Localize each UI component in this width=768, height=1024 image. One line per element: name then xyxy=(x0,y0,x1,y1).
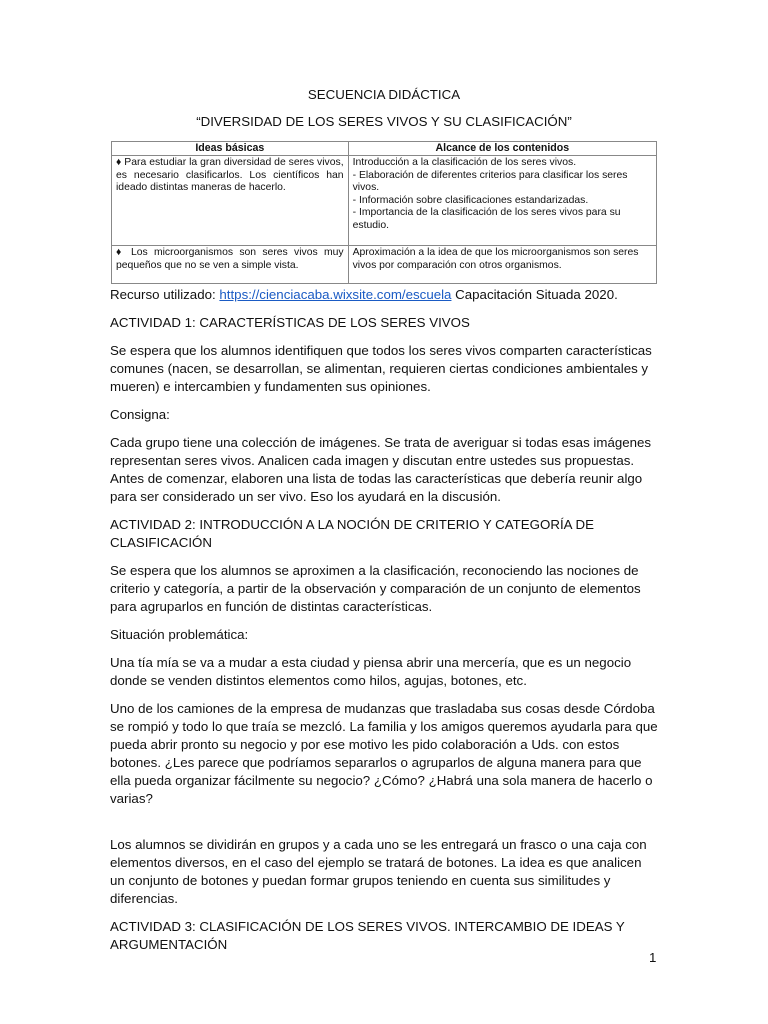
document-title: SECUENCIA DIDÁCTICA xyxy=(307,87,461,102)
recurso-link[interactable]: https://cienciacaba.wixsite.com/escuela xyxy=(219,287,452,302)
actividad-1-text: Se espera que los alumnos identifiquen que todos los seres vivos comparten características comunes (nacen, se desarrollan, se alimentan, requieren ciertas condiciones ambientales y mueren) e intercambien y fundamenten sus opiniones. xyxy=(110,343,652,394)
alcance-line: - Importancia de la clasificación de los seres vivos para su estudio. xyxy=(352,207,621,231)
situacion-label: Situación problemática: xyxy=(110,627,249,642)
actividad-2-heading: ACTIVIDAD 2: INTRODUCCIÓN A LA NOCIÓN DE CRITERIO Y CATEGORÍA DE CLASIFICACIÓN xyxy=(110,517,594,550)
alcance-line: - Elaboración de diferentes criterios para clasificar los seres vivos. xyxy=(352,169,628,194)
table-row xyxy=(112,246,657,284)
table-cell-idea: ♦ Para estudiar la gran diversidad de seres vivos, es necesario clasificarlos. Los científicos han ideado distintas maneras de hacerlo. xyxy=(112,156,349,246)
table-cell-alcance: Aproximación a la idea de que los microorganismos son seres vivos por comparación con otros organismos. xyxy=(348,246,656,284)
consigna-label: Consigna: xyxy=(110,407,170,422)
actividad-1-heading: ACTIVIDAD 1: CARACTERÍSTICAS DE LOS SERES VIVOS xyxy=(110,315,470,330)
recurso-suffix: Capacitación Situada 2020. xyxy=(451,287,618,302)
actividad-3-heading: ACTIVIDAD 3: CLASIFICACIÓN DE LOS SERES VIVOS. INTERCAMBIO DE IDEAS Y ARGUMENTACIÓN xyxy=(110,919,625,952)
alcance-line: - Información sobre clasificaciones estandarizadas. xyxy=(352,194,589,206)
situacion-text-1: Una tía mía se va a mudar a esta ciudad y piensa abrir una mercería, que es un negocio donde se venden distintos elementos como hilos, agujas, botones, etc. xyxy=(110,655,632,688)
header-ideas-basicas: Ideas básicas xyxy=(112,142,349,156)
situacion-text-2: Uno de los camiones de la empresa de mudanzas que trasladaba sus cosas desde Córdoba se rompió y todo lo que traía se mezcló. La familia y los amigos queremos ayudarla para que pueda abrir pronto su negocio y por ese motivo les pido colaboración a Uds. con estos botones. ¿Les parece que podríamos separarlos o agruparlos de alguna manera para que ella pueda organizar fácilmente su negocio? ¿Cómo? ¿Habrá una sola manera de hacerlo o varias? xyxy=(110,701,658,806)
table-cell-alcance xyxy=(348,156,656,246)
contents-table xyxy=(111,141,657,284)
header-alcance-contenidos: Alcance de los contenidos xyxy=(348,142,656,156)
actividad-2-text: Se espera que los alumnos se aproximen a la clasificación, reconociendo las nociones de criterio y categoría, a partir de la observación y comparación de un conjunto de elementos para agruparlos en función de distintas características. xyxy=(110,563,641,614)
grupos-text: Los alumnos se dividirán en grupos y a cada uno se les entregará un frasco o una caja con elementos diversos, en el caso del ejemplo se tratará de botones. La idea es que analicen un conjunto de botones y puedan formar grupos teniendo en cuenta sus similitudes y diferencias. xyxy=(110,837,647,906)
table-header-row xyxy=(112,142,657,156)
table-row xyxy=(112,156,657,246)
consigna-text: Cada grupo tiene una colección de imágenes. Se trata de averiguar si todas esas imágenes representan seres vivos. Analicen cada imagen y discutan entre ustedes sus propuestas. Antes de comenzar, elaboren una lista de todas las características que debería reunir algo para ser considerado un ser vivo. Eso los ayudará en la discusión. xyxy=(110,435,652,504)
recurso-label: Recurso utilizado: xyxy=(110,287,220,302)
table-cell-idea: ♦ Los microorganismos son seres vivos muy pequeños que no se ven a simple vista. xyxy=(112,246,349,284)
document-subtitle: “DIVERSIDAD DE LOS SERES VIVOS Y SU CLASIFICACIÓN” xyxy=(196,114,572,129)
alcance-line: Introducción a la clasificación de los seres vivos. xyxy=(352,157,577,168)
page-content xyxy=(110,84,658,954)
recurso-paragraph xyxy=(110,286,658,304)
page-number: 1 xyxy=(649,950,657,965)
